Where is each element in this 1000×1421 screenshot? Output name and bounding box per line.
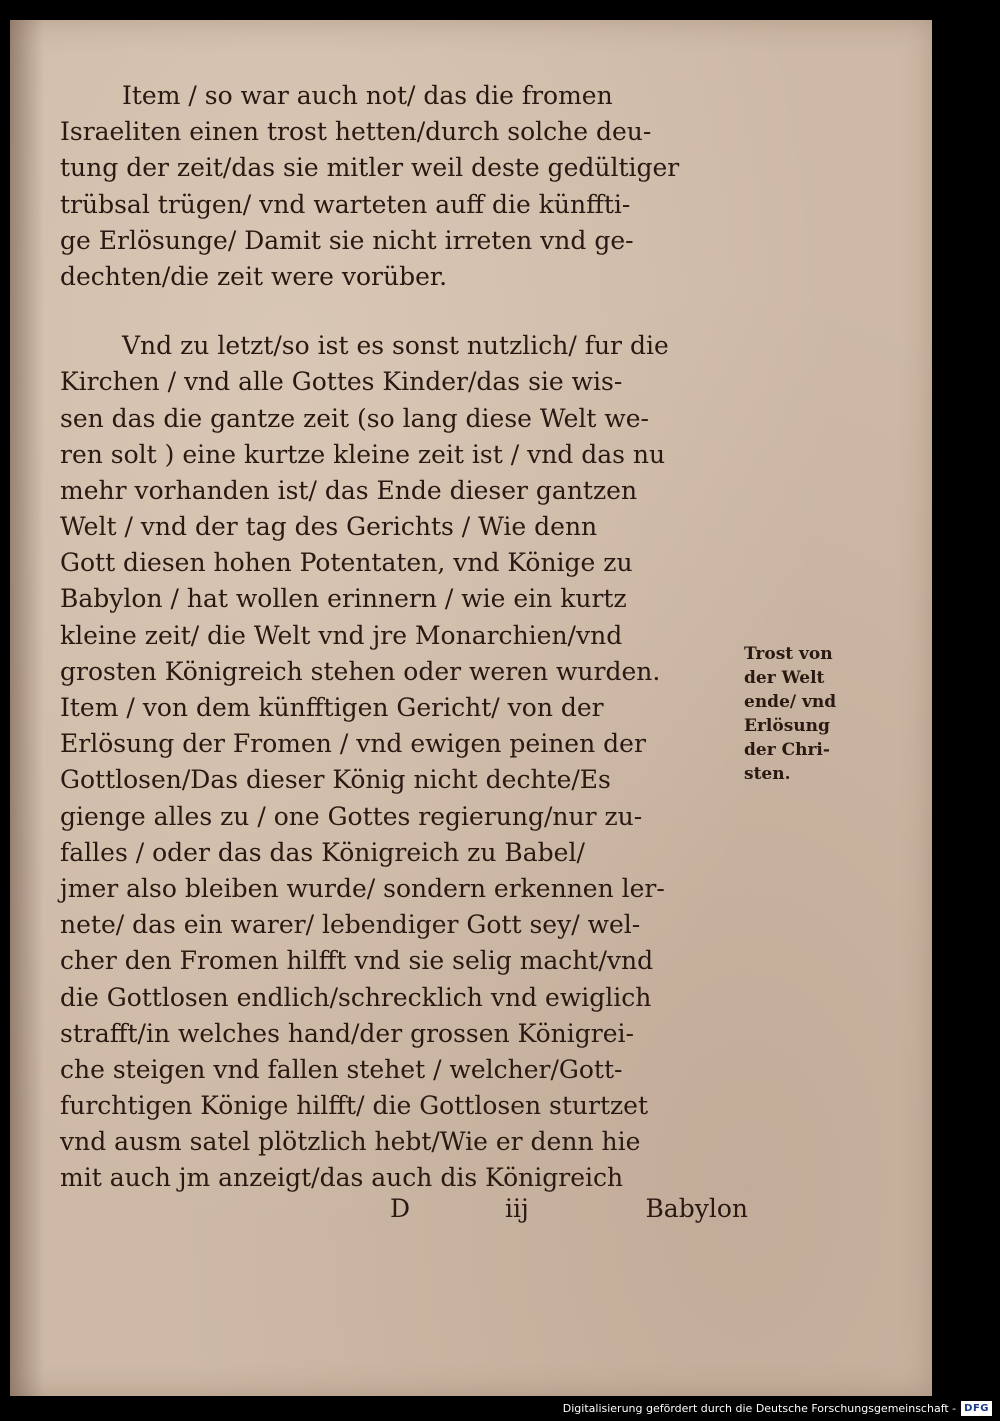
main-text-block: [60, 78, 760, 1197]
marginal-note-line: ende/ vnd: [744, 692, 837, 712]
text-line: Vnd zu letzt/so ist es sonst nutzlich/ fur die: [122, 331, 669, 361]
text-line: falles / oder das das Königreich zu Babel/: [60, 837, 585, 867]
text-line: tung der zeit/das sie mitler weil deste gedültiger: [60, 153, 680, 183]
text-line: kleine zeit/ die Welt vnd jre Monarchien/vnd: [60, 620, 623, 650]
text-line: Erlösung der Fromen / vnd ewigen peinen der: [60, 729, 646, 759]
credit-text: Digitalisierung gefördert durch die Deutsche Forschungsgemeinschaft -: [562, 1401, 957, 1415]
text-line: Kirchen / vnd alle Gottes Kinder/das sie wis-: [60, 367, 623, 397]
text-line: strafft/in welches hand/der grossen Königrei-: [60, 1018, 634, 1048]
text-line: trübsal trügen/ vnd warteten auff die künffti-: [60, 189, 631, 219]
marginal-note-line: Erlösung: [744, 716, 830, 736]
text-line: Item / so war auch not/ das die fromen: [122, 81, 613, 110]
marginal-note-line: der Chri-: [744, 740, 830, 760]
text-line: Gott diesen hohen Potentaten, vnd Könige zu: [60, 548, 633, 578]
marginal-note: [744, 642, 884, 786]
paragraph-gap: [60, 295, 760, 328]
text-line: jmer also bleiben wurde/ sondern erkennen ler-: [60, 873, 665, 903]
text-line: Welt / vnd der tag des Gerichts / Wie denn: [60, 512, 598, 542]
text-line: Babylon / hat wollen erinnern / wie ein kurtz: [60, 584, 627, 614]
text-line: nete/ das ein warer/ lebendiger Gott sey/ wel-: [60, 910, 641, 940]
leaf-number: iij: [505, 1194, 529, 1223]
text-line: furchtigen Könige hilfft/ die Gottlosen sturtzet: [60, 1091, 649, 1121]
text-line: vnd ausm satel plötzlich hebt/Wie er denn hie: [60, 1127, 641, 1157]
marginal-note-line: der Welt: [744, 668, 825, 688]
signature-mark: D: [390, 1194, 411, 1223]
text-line: gienge alles zu / one Gottes regierung/nur zu-: [60, 801, 643, 831]
text-line: grosten Königreich stehen oder weren wurden.: [60, 656, 661, 686]
text-line: Gottlosen/Das dieser König nicht dechte/Es: [60, 765, 611, 795]
paragraph-1: [60, 78, 760, 295]
text-line: dechten/die zeit were vorüber.: [60, 261, 448, 291]
page-binding-shadow: [10, 20, 44, 1396]
text-line: Item / von dem künfftigen Gericht/ von der: [60, 693, 604, 722]
text-line: che steigen vnd fallen stehet / welcher/Gott-: [60, 1054, 623, 1084]
paragraph-2: [60, 328, 760, 1197]
text-line: mehr vorhanden ist/ das Ende dieser gantzen: [60, 475, 638, 505]
text-line: sen das die gantze zeit (so lang diese Welt we-: [60, 403, 650, 433]
digitization-credit: [563, 1399, 992, 1417]
dfg-logo: DFG: [961, 1401, 992, 1416]
text-line: ge Erlösunge/ Damit sie nicht irreten vnd ge-: [60, 225, 634, 255]
text-line: mit auch jm anzeigt/das auch dis Königreich: [60, 1163, 624, 1193]
marginal-note-line: Trost von: [744, 644, 833, 664]
text-line: cher den Fromen hilfft vnd sie selig macht/vnd: [60, 946, 654, 976]
catchword: Babylon: [645, 1194, 748, 1223]
text-line: die Gottlosen endlich/schrecklich vnd ewiglich: [60, 982, 652, 1012]
marginal-note-line: sten.: [744, 764, 791, 784]
text-line: ren solt ) eine kurtze kleine zeit ist / vnd das nu: [60, 439, 666, 469]
text-line: Israeliten einen trost hetten/durch solche deu-: [60, 117, 652, 147]
book-page: [10, 20, 932, 1396]
catchline: [60, 1190, 750, 1230]
